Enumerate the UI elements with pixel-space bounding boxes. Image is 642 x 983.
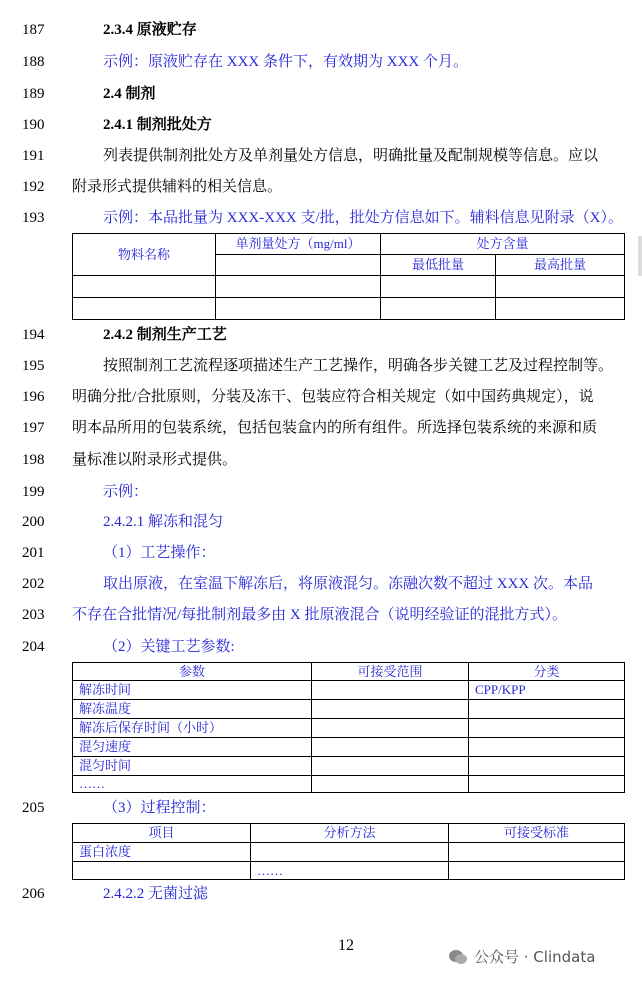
method-cell: …… (251, 862, 449, 880)
line-number: 195 (22, 358, 45, 374)
example-text: 示例：本品批量为 XXX-XXX 支/批，批处方信息如下。辅料信息见附录（X）。 (103, 210, 623, 226)
table-row (73, 700, 625, 719)
heading-2-4-1: 2.4.1 制剂批处方 (103, 117, 212, 133)
wechat-icon (448, 949, 468, 965)
category-cell: CPP/KPP (469, 681, 625, 700)
line-number: 196 (22, 389, 45, 405)
line-number: 197 (22, 420, 45, 436)
example-text: （2）关键工艺参数: (103, 639, 235, 655)
param-cell: 解冻后保存时间（小时） (73, 719, 312, 738)
heading-2-4-2: 2.4.2 制剂生产工艺 (103, 327, 227, 343)
table-row (73, 738, 625, 757)
body-text: 按照制剂工艺流程逐项描述生产工艺操作，明确各步关键工艺及过程控制等。 (103, 358, 614, 374)
line-number: 188 (22, 54, 45, 70)
example-text: （1）工艺操作： (103, 545, 216, 561)
table-row (73, 776, 625, 793)
table-row (73, 757, 625, 776)
header-cell: 项目 (73, 824, 251, 843)
line-number: 199 (22, 484, 45, 500)
item-cell: 蛋白浓度 (73, 843, 251, 862)
param-cell: 混匀时间 (73, 757, 312, 776)
header-cell: 最高批量 (496, 255, 625, 276)
table-cell (216, 255, 381, 276)
example-text: 取出原液，在室温下解冻后，将原液混匀。冻融次数不超过 XXX 次。本品 (103, 576, 594, 592)
header-cell: 可接受标准 (449, 824, 625, 843)
header-cell: 分类 (469, 663, 625, 681)
header-cell: 参数 (73, 663, 312, 681)
param-cell: …… (73, 776, 312, 793)
line-number: 190 (22, 117, 45, 133)
body-text: 明确分批/合批原则，分装及冻干、包装应符合相关规定（如中国药典规定），说 (72, 389, 594, 405)
table-row (73, 276, 625, 298)
line-number: 205 (22, 800, 45, 816)
table-row (73, 298, 625, 320)
line-number: 202 (22, 576, 45, 592)
example-text: 示例：原液贮存在 XXX 条件下，有效期为 XXX 个月。 (103, 54, 468, 70)
example-heading: 2.4.2.2 无菌过滤 (103, 886, 209, 902)
header-cell: 最低批量 (381, 255, 496, 276)
line-number: 201 (22, 545, 45, 561)
batch-formula-table (72, 233, 625, 320)
example-heading: 2.4.2.1 解冻和混匀 (103, 514, 224, 530)
body-text: 量标准以附录形式提供。 (72, 452, 238, 468)
example-text: （3）过程控制： (103, 800, 216, 816)
table-row (73, 719, 625, 738)
line-number: 189 (22, 86, 45, 102)
param-cell: 解冻时间 (73, 681, 312, 700)
body-text: 明本品所用的包装系统，包括包装盒内的所有组件。所选择包装系统的来源和质 (72, 420, 598, 436)
line-number: 198 (22, 452, 45, 468)
example-text: 示例： (103, 484, 149, 500)
param-cell: 解冻温度 (73, 700, 312, 719)
header-cell: 单剂量处方（mg/ml） (216, 234, 381, 255)
table-row (73, 681, 625, 700)
line-number: 194 (22, 327, 45, 343)
table-row (73, 843, 625, 862)
line-number: 192 (22, 179, 45, 195)
body-text: 附录形式提供辅料的相关信息。 (72, 179, 283, 195)
watermark (448, 946, 595, 967)
line-number: 191 (22, 148, 45, 164)
param-cell: 混匀速度 (73, 738, 312, 757)
example-text: 不存在合批情况/每批制剂最多由 X 批原液混合（说明经验证的混批方式）。 (72, 607, 568, 623)
line-number: 203 (22, 607, 45, 623)
line-number: 204 (22, 639, 45, 655)
watermark-text: 公众号 · Clindata (474, 948, 596, 966)
header-cell: 可接受范围 (312, 663, 469, 681)
process-parameters-table (72, 662, 625, 793)
scroll-edge (638, 236, 642, 276)
process-control-table (72, 823, 625, 880)
heading-2-3-4: 2.3.4 原液贮存 (103, 22, 197, 38)
body-text: 列表提供制剂批处方及单剂量处方信息，明确批量及配制规模等信息。应以 (103, 148, 599, 164)
line-number: 187 (22, 22, 45, 38)
header-cell: 处方含量 (381, 234, 625, 255)
line-number: 193 (22, 210, 45, 226)
header-cell: 物料名称 (73, 234, 216, 276)
heading-2-4: 2.4 制剂 (103, 86, 156, 102)
header-cell: 分析方法 (251, 824, 449, 843)
page-number: 12 (338, 937, 354, 954)
line-number: 200 (22, 514, 45, 530)
line-number: 206 (22, 886, 45, 902)
table-row (73, 862, 625, 880)
